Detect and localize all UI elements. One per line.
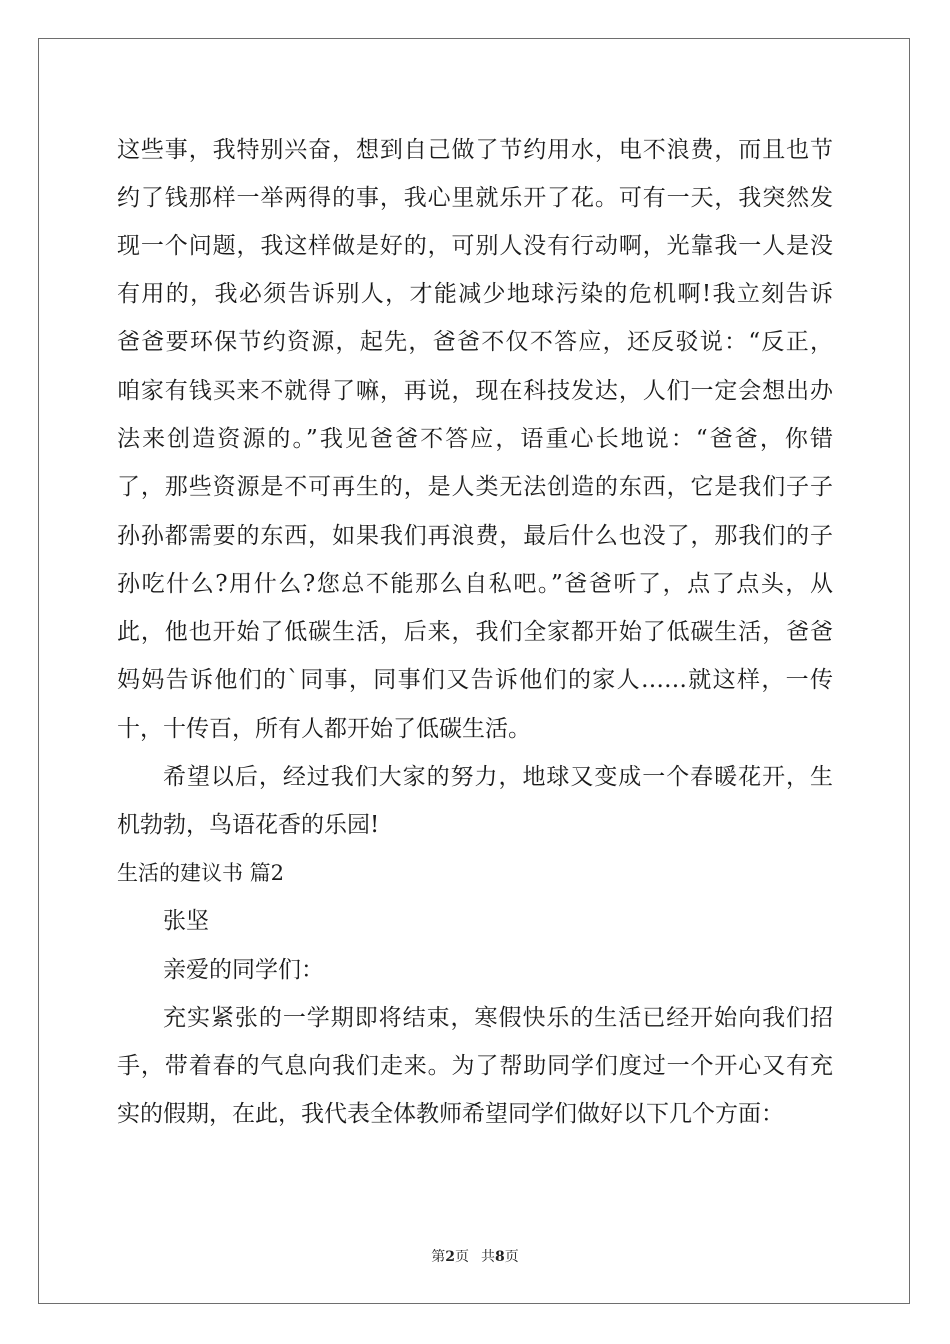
body-line: 孙吃什么?用什么?您总不能那么自私吧。”爸爸听了，点了点头，从 <box>117 571 833 597</box>
body-line: 实的假期，在此，我代表全体教师希望同学们做好以下几个方面： <box>117 1101 784 1127</box>
page-suffix: 页 <box>455 1249 469 1265</box>
total-pages: 8 <box>495 1249 505 1265</box>
body-line: 妈妈告诉他们的`同事，同事们又告诉他们的家人……就这样，一传 <box>117 667 833 693</box>
section-heading: 生活的建议书 篇2 <box>117 861 285 885</box>
paragraph-start: 希望以后，经过我们大家的努力，地球又变成一个春暖花开，生 <box>163 764 833 790</box>
body-line: 现一个问题，我这样做是好的，可别人没有行动啊，光靠我一人是没 <box>117 233 833 259</box>
body-line: 咱家有钱买来不就得了嘛，再说，现在科技发达，人们一定会想出办 <box>117 378 833 404</box>
body-line: 了，那些资源是不可再生的，是人类无法创造的东西，它是我们子子 <box>117 474 833 500</box>
body-line: 约了钱那样一举两得的事，我心里就乐开了花。可有一天，我突然发 <box>117 185 833 211</box>
total-suffix: 页 <box>504 1249 519 1265</box>
paragraph-start: 充实紧张的一学期即将结束，寒假快乐的生活已经开始向我们招 <box>163 1005 833 1031</box>
body-line: 十，十传百，所有人都开始了低碳生活。 <box>117 716 531 742</box>
page-prefix: 第 <box>431 1249 446 1265</box>
salutation: 亲爱的同学们： <box>163 957 324 983</box>
body-line: 手，带着春的气息向我们走来。为了帮助同学们度过一个开心又有充 <box>117 1053 833 1079</box>
total-prefix: 共 <box>481 1249 495 1265</box>
page-footer <box>0 1246 950 1266</box>
body-line: 有用的，我必须告诉别人，才能减少地球污染的危机啊!我立刻告诉 <box>117 281 833 307</box>
author-name: 张坚 <box>163 908 209 934</box>
body-line: 此，他也开始了低碳生活，后来，我们全家都开始了低碳生活，爸爸 <box>117 619 833 645</box>
body-line: 法来创造资源的。”我见爸爸不答应，语重心长地说：“爸爸，你错 <box>117 426 833 452</box>
body-line: 机勃勃，鸟语花香的乐园! <box>117 812 380 838</box>
body-line: 爸爸要环保节约资源，起先，爸爸不仅不答应，还反驳说：“反正， <box>117 329 833 355</box>
body-line: 孙孙都需要的东西，如果我们再浪费，最后什么也没了，那我们的子 <box>117 523 833 549</box>
body-line: 这些事，我特别兴奋，想到自己做了节约用水，电不浪费，而且也节 <box>117 137 833 163</box>
page-number: 2 <box>445 1249 455 1265</box>
